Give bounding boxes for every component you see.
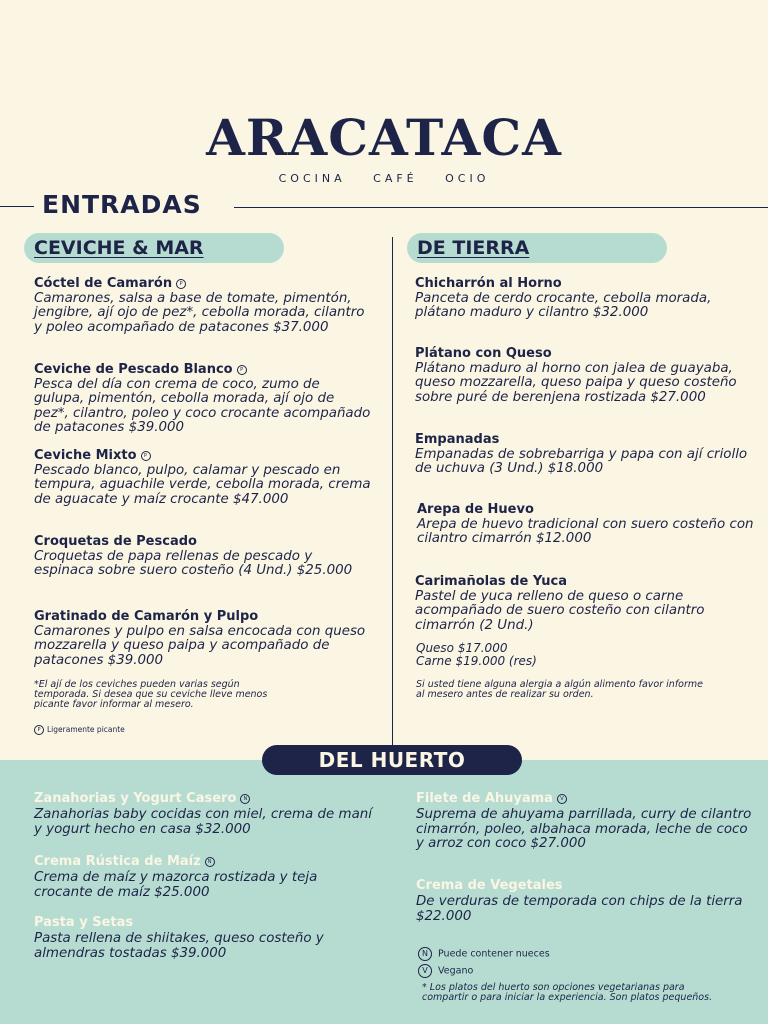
- item-title: Arepa de Huevo: [417, 502, 534, 517]
- spicy-icon: P: [237, 365, 247, 375]
- carimanolas-prices: [416, 642, 537, 668]
- legend-nuts: [418, 947, 550, 962]
- spicy-icon: P: [176, 279, 186, 289]
- tagline-cocina: COCINA: [278, 172, 346, 185]
- item-name: Zanahorias y Yogurt Casero: [34, 791, 237, 806]
- price-carne: Carne $19.000 (res): [416, 654, 537, 668]
- vegan-icon: V: [557, 794, 567, 804]
- ceviche-note: *El ají de los ceviches pueden varias según temporada. Si desea que su ceviche lleve menos picante favor informar al mesero.: [34, 679, 268, 710]
- menu-item: [417, 502, 755, 547]
- menu-item: [415, 574, 753, 633]
- menu-item: [415, 276, 753, 321]
- item-name: Cóctel de Camarón: [34, 276, 173, 291]
- spicy-icon: P: [141, 451, 151, 461]
- menu-item: [416, 878, 754, 924]
- item-description: Zanahorias baby cocidas con miel, crema de maní y yogurt hecho en casa $32.000: [34, 807, 372, 837]
- item-description: Suprema de ahuyama parrillada, curry de cilantro cimarrón, poleo, albahaca morada, leche de coco y arroz con coco $27.000: [416, 807, 752, 851]
- item-description: Crema de maíz y mazorca rostizada y teja crocante de maíz $25.000: [34, 870, 318, 900]
- column-divider: [392, 237, 393, 745]
- item-description: Pastel de yuca relleno de queso o carne acompañado de suero costeño con cilantro cimarrón (2 Und.): [415, 589, 705, 633]
- item-title: [34, 448, 372, 463]
- item-title: [34, 362, 372, 377]
- tagline: [0, 172, 768, 185]
- nuts-icon: N: [240, 794, 250, 804]
- item-description: Empanadas de sobrebarriga y papa con ají criollo de uchuva (3 Und.) $18.000: [415, 447, 748, 477]
- diet-legend: [418, 947, 550, 978]
- item-description: Arepa de huevo tradicional con suero costeño con cilantro cimarrón $12.000: [417, 517, 754, 547]
- menu-item: [416, 791, 754, 852]
- menu-item: [34, 276, 372, 335]
- section-title-del-huerto: DEL HUERTO: [262, 745, 522, 775]
- menu-item: [34, 854, 372, 900]
- vegan-icon: V: [418, 964, 432, 978]
- item-description: Pesca del día con crema de coco, zumo de gulupa, pimentón, cebolla morada, ají ojo de pez*, cilantro, poleo y coco crocante acompañado de patacones $39.000: [34, 377, 371, 435]
- spicy-icon: P: [34, 725, 44, 735]
- menu-item: [415, 346, 753, 405]
- item-name: Ceviche Mixto: [34, 448, 137, 463]
- item-title: Plátano con Queso: [415, 346, 552, 361]
- item-description: Panceta de cerdo crocante, cebolla morada, plátano maduro y cilantro $32.000: [415, 291, 712, 321]
- category-de-tierra: DE TIERRA: [407, 233, 667, 263]
- menu-item: [34, 609, 372, 668]
- section-title-entradas: ENTRADAS: [42, 190, 202, 219]
- allergy-note: Si usted tiene alguna alergia a algún alimento favor informe al mesero antes de realizar su orden.: [416, 679, 703, 700]
- item-title: [34, 276, 372, 291]
- item-title: Gratinado de Camarón y Pulpo: [34, 609, 259, 624]
- item-name: Crema Rústica de Maíz: [34, 854, 201, 869]
- nuts-icon: N: [418, 947, 432, 961]
- huerto-note: * Los platos del huerto son opciones vegetarianas para compartir o para iniciar la experiencia. Son platos pequeños.: [422, 982, 713, 1003]
- menu-item: [34, 534, 372, 579]
- spicy-legend-label: Ligeramente picante: [47, 725, 125, 734]
- item-description: Pasta rellena de shiitakes, queso costeño y almendras tostadas $39.000: [34, 931, 324, 961]
- legend-nuts-label: Puede contener nueces: [438, 948, 550, 960]
- item-title: Crema de Vegetales: [416, 878, 563, 893]
- item-description: Croquetas de papa rellenas de pescado y espinaca sobre suero costeño (4 Und.) $25.000: [34, 549, 353, 579]
- item-name: Ceviche de Pescado Blanco: [34, 362, 233, 377]
- item-description: Camarones, salsa a base de tomate, pimentón, jengibre, ají ojo de pez*, cebolla morada, cilantro y poleo acompañado de patacones $37.000: [34, 291, 365, 335]
- legend-vegan: [418, 964, 550, 979]
- nuts-icon: N: [205, 857, 215, 867]
- tagline-cafe: CAFÉ: [373, 172, 418, 185]
- item-title: Empanadas: [415, 432, 500, 447]
- menu-item: [34, 362, 372, 435]
- item-title: Pasta y Setas: [34, 915, 134, 930]
- item-description: Pescado blanco, pulpo, calamar y pescado en tempura, aguachile verde, cebolla morada, crema de aguacate y maíz crocante $47.000: [34, 463, 371, 507]
- legend-vegan-label: Vegano: [438, 965, 474, 976]
- divider-right: [234, 207, 768, 208]
- item-name: Filete de Ahuyama: [416, 791, 553, 806]
- item-description: Plátano maduro al horno con jalea de guayaba, queso mozzarella, queso paipa y queso costeño sobre puré de berenjena rostizada $27.000: [415, 361, 737, 405]
- spicy-legend: [34, 725, 125, 735]
- item-title: [34, 791, 372, 807]
- item-title: Chicharrón al Horno: [415, 276, 562, 291]
- item-description: De verduras de temporada con chips de la tierra $22.000: [416, 894, 743, 924]
- menu-item: [34, 791, 372, 837]
- menu-item: [34, 448, 372, 507]
- category-ceviche-mar: CEVICHE & MAR: [24, 233, 284, 263]
- brand-logo: ARACATACA: [206, 108, 562, 167]
- price-queso: Queso $17.000: [416, 641, 508, 655]
- item-title: Carimañolas de Yuca: [415, 574, 568, 589]
- divider-left: [0, 206, 34, 207]
- menu-item: [415, 432, 753, 477]
- menu-item: [34, 915, 372, 961]
- tagline-ocio: OCIO: [445, 172, 490, 185]
- item-description: Camarones y pulpo en salsa encocada con queso mozzarella y queso paipa y acompañado de patacones $39.000: [34, 624, 366, 668]
- item-title: Croquetas de Pescado: [34, 534, 197, 549]
- item-title: [34, 854, 372, 870]
- item-title: [416, 791, 754, 807]
